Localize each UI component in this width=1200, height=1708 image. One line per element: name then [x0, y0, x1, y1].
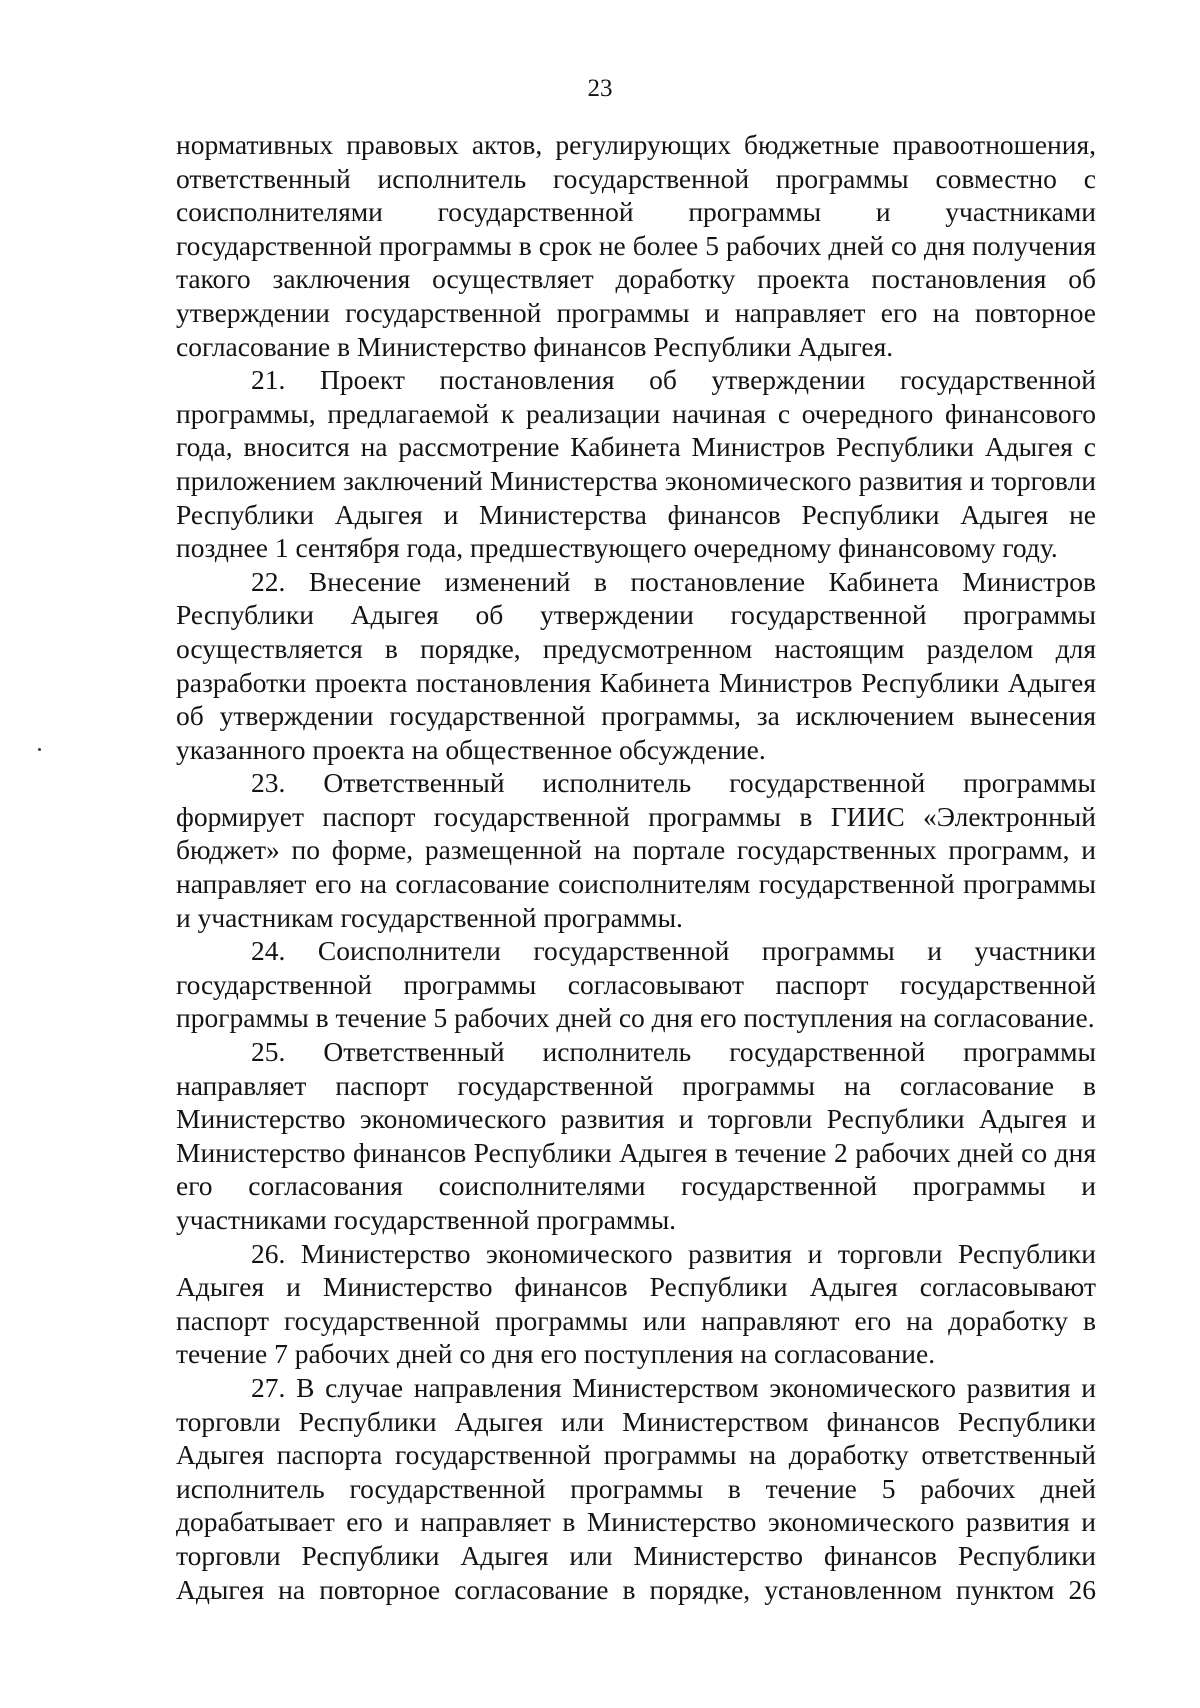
paragraph-22: 22. Внесение изменений в постановление Кабинета Министров Республики Адыгея об утверждении государственной программы осуществляется в порядке, предусмотренном настоящим разделом для разработки проекта постановления Кабинета Министров Республики Адыгея об утверждении государственной программы, за исключением вынесения указанного проекта на общественное обсуждение. [176, 565, 1096, 765]
paragraph-25: 25. Ответственный исполнитель государственной программы направляет паспорт государственной программы на согласование в Министерство экономического развития и торговли Республики Адыгея и Министерство финансов Республики Адыгея в течение 2 рабочих дней со дня его согласования соисполнителями государственной программы и участниками государственной программы. [176, 1036, 1096, 1235]
paragraph-23: 23. Ответственный исполнитель государственной программы формирует паспорт государственной программы в ГИИС «Электронный бюджет» по форме, размещенной на портале государственных программ, и направляет его на согласование соисполнителям государственной программы и участникам государственной программы. [176, 767, 1096, 933]
paragraph-21: 21. Проект постановления об утверждении государственной программы, предлагаемой к реализации начиная с очередного финансового года, вносится на рассмотрение Кабинета Министров Республики Адыгея с приложением заключений Министерства экономического развития и торговли Республики Адыгея и Министерства финансов Республики Адыгея не позднее 1 сентября года, предшествующего очередному финансовому году. [176, 364, 1096, 564]
page-number: 23 [587, 75, 613, 102]
document-body [176, 128, 1096, 1606]
paragraph-continuation: нормативных правовых актов, регулирующих бюджетные правоотношения, ответственный исполнитель государственной программы совместно с соисполнителями государственной программы и участниками государственной программы в срок не более 5 рабочих дней со дня получения такого заключения осуществляет доработку проекта постановления об утверждении государственной программы и направляет его на повторное согласование в Министерство финансов Республики Адыгея. [176, 129, 1096, 362]
paragraph-24: 24. Соисполнители государственной программы и участники государственной программы согласовывают паспорт государственной программы в течение 5 рабочих дней со дня его поступления на согласование. [176, 935, 1096, 1034]
paragraph-26: 26. Министерство экономического развития и торговли Республики Адыгея и Министерство финансов Республики Адыгея согласовывают паспорт государственной программы или направляют его на доработку в течение 7 рабочих дней со дня его поступления на согласование. [176, 1237, 1096, 1370]
paragraph-27: 27. В случае направления Министерством экономического развития и торговли Республики Адыгея или Министерством финансов Республики Адыгея паспорта государственной программы на доработку ответственный исполнитель государственной программы в течение 5 рабочих дней дорабатывает его и направляет в Министерство экономического развития и торговли Республики Адыгея или Министерство финансов Республики Адыгея на повторное согласование в порядке, установленном пунктом 26 [176, 1371, 1096, 1605]
scan-speck [38, 748, 41, 751]
